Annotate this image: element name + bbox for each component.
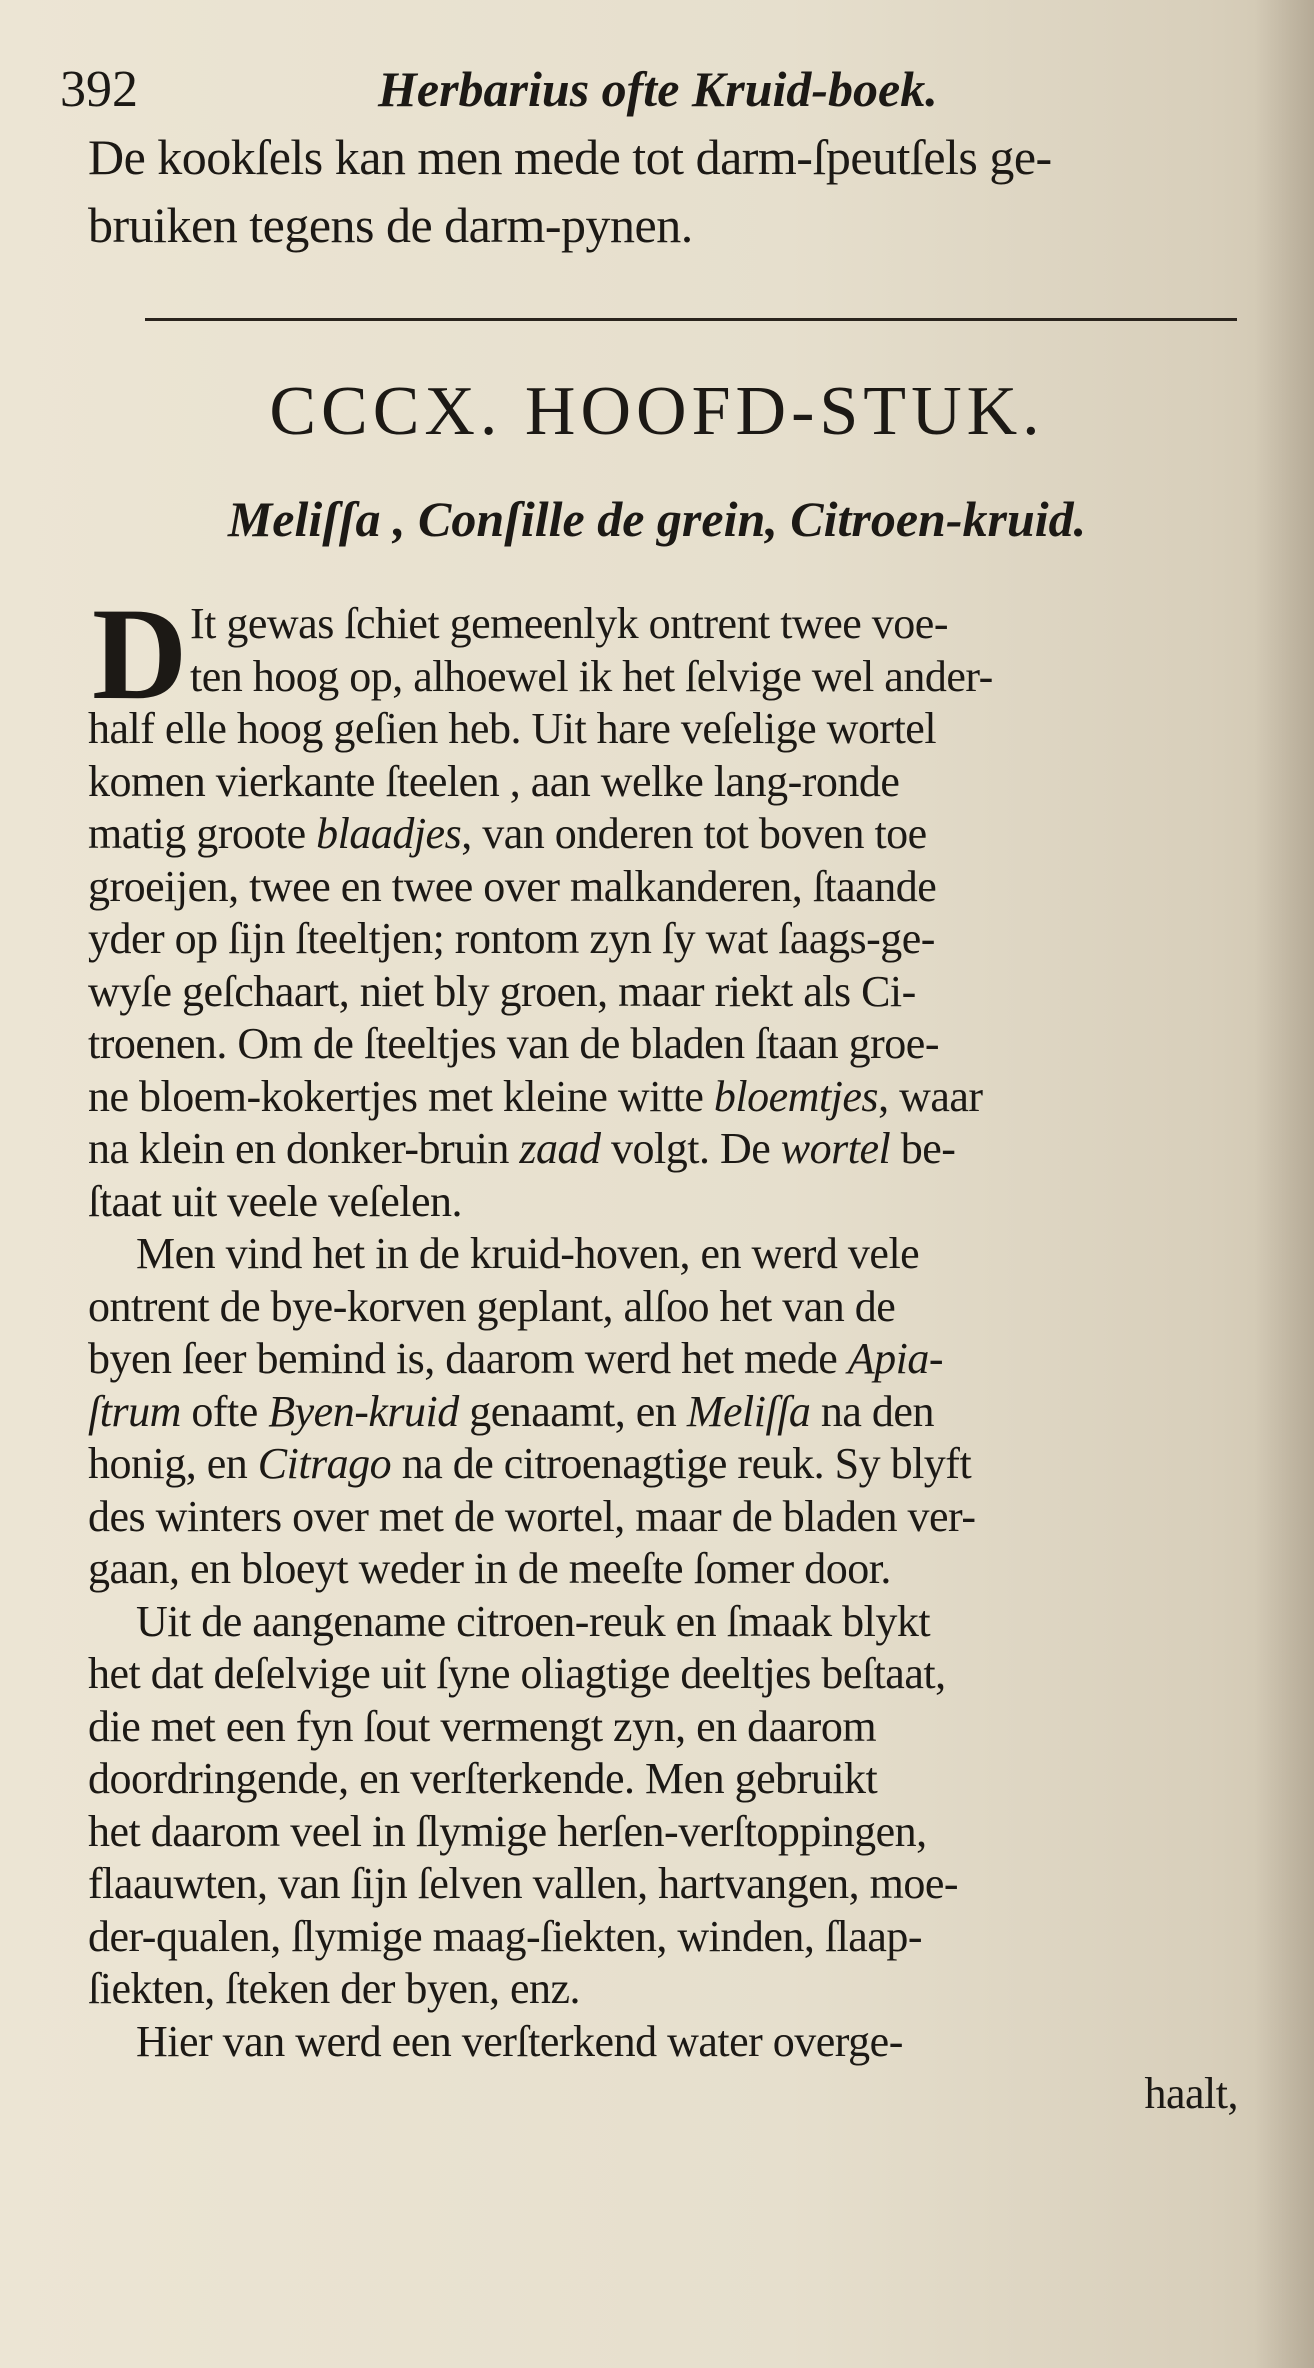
page-header (60, 60, 1260, 120)
catchword: haalt, (1144, 2069, 1238, 2118)
text-line: der-qualen, ſlymige maag-ſiekten, winden, ſlaap- (88, 1911, 923, 1961)
text-run: matig groote (88, 809, 317, 858)
text-line: gaan, en bloeyt weder in de meeſte ſomer door. (88, 1544, 891, 1593)
italic-term: ſtrum (88, 1386, 181, 1436)
text-line: die met een fyn ſout vermengt zyn, en daarom (88, 1701, 877, 1751)
text-line: Men vind het in de kruid-hoven, en werd vele (136, 1229, 920, 1278)
text-line-mixed (88, 1071, 1248, 1122)
text-line: het dat deſelvige uit ſyne oliagtige deeltjes beſtaat, (88, 1649, 946, 1698)
text-run: byen ſeer bemind is, daarom werd het mede (88, 1334, 848, 1383)
text-line: ontrent de bye-korven geplant, alſoo het van de (88, 1281, 896, 1331)
text-line-mixed (88, 1438, 1248, 1489)
text-line: ſtaat uit veele veſelen. (88, 1176, 463, 1226)
text-run: volgt. De (600, 1124, 781, 1173)
text-line: flaauwten, van ſijn ſelven vallen, hartvangen, moe- (88, 1859, 959, 1908)
drop-cap: D (92, 580, 188, 727)
text-line: doordringende, en verſterkende. Men gebruikt (88, 1754, 878, 1803)
text-line: het daarom veel in ſlymige herſen-verſtoppingen, (88, 1806, 927, 1856)
text-line: half elle hoog geſien heb. Uit hare veſelige wortel (88, 704, 937, 753)
page-gutter-shadow (1254, 0, 1314, 2368)
text-line-mixed (88, 1123, 1248, 1174)
text-line: des winters over met de wortel, maar de bladen ver- (88, 1491, 976, 1541)
text-run: ne bloem-kokertjes met kleine witte (88, 1071, 714, 1121)
text-line: komen vierkante ſteelen , aan welke lang-ronde (88, 756, 900, 806)
chapter-heading: CCCX. HOOFD-STUK. (269, 373, 1045, 450)
section-divider (145, 318, 1237, 321)
text-run: honig, en (88, 1439, 258, 1488)
page-number: 392 (60, 61, 138, 118)
text-run: na den (810, 1386, 934, 1436)
text-run: , waar (878, 1071, 983, 1121)
text-line-mixed (88, 808, 1248, 859)
text-run: be- (890, 1124, 956, 1173)
text-line: wyſe geſchaart, niet bly groen, maar riekt als Ci- (88, 966, 916, 1016)
text-run: na de citroenagtige reuk. Sy blyft (391, 1439, 972, 1488)
carryover-line: bruiken tegens de darm-pynen. (88, 197, 693, 253)
text-line: ſiekten, ſteken der byen, enz. (88, 1964, 581, 2013)
text-line: ten hoog op, alhoewel ik het ſelvige wel ander- (190, 651, 993, 701)
text-run: genaamt, en (458, 1386, 687, 1436)
text-run: ofte (180, 1386, 269, 1436)
italic-term: zaad (519, 1124, 601, 1173)
text-line-mixed (88, 1386, 1248, 1437)
italic-term: Citrago (257, 1439, 392, 1488)
italic-term: Apia- (847, 1334, 943, 1383)
carryover-line: De kookſels kan men mede tot darm-ſpeutſels ge- (88, 129, 1052, 185)
text-run: na klein en donker-bruin (88, 1124, 520, 1173)
text-line: It gewas ſchiet gemeenlyk ontrent twee voe- (190, 599, 948, 648)
italic-term: Byen-kruid (268, 1386, 459, 1436)
italic-term: blaadjes (316, 809, 462, 858)
text-line-mixed (88, 1333, 1248, 1384)
text-line: Uit de aangename citroen-reuk en ſmaak blykt (136, 1596, 931, 1646)
text-line: yder op ſijn ſteeltjen; rontom zyn ſy wat ſaags-ge- (88, 914, 935, 963)
text-line: groeijen, twee en twee over malkanderen, ſtaande (88, 861, 937, 911)
chapter-subtitle: Meliſſa , Conſille de grein, Citroen-kruid. (227, 491, 1087, 547)
italic-term: bloemtjes (713, 1071, 879, 1121)
text-line: Hier van werd een verſterkend water overge- (136, 2016, 903, 2066)
text-line: troenen. Om de ſteeltjes van de bladen ſtaan groe- (88, 1019, 939, 1068)
running-head: Herbarius ofte Kruid-boek. (378, 61, 938, 117)
italic-term: Meliſſa (686, 1386, 811, 1436)
italic-term: wortel (780, 1124, 891, 1173)
text-run: , van onderen tot boven toe (461, 809, 927, 858)
